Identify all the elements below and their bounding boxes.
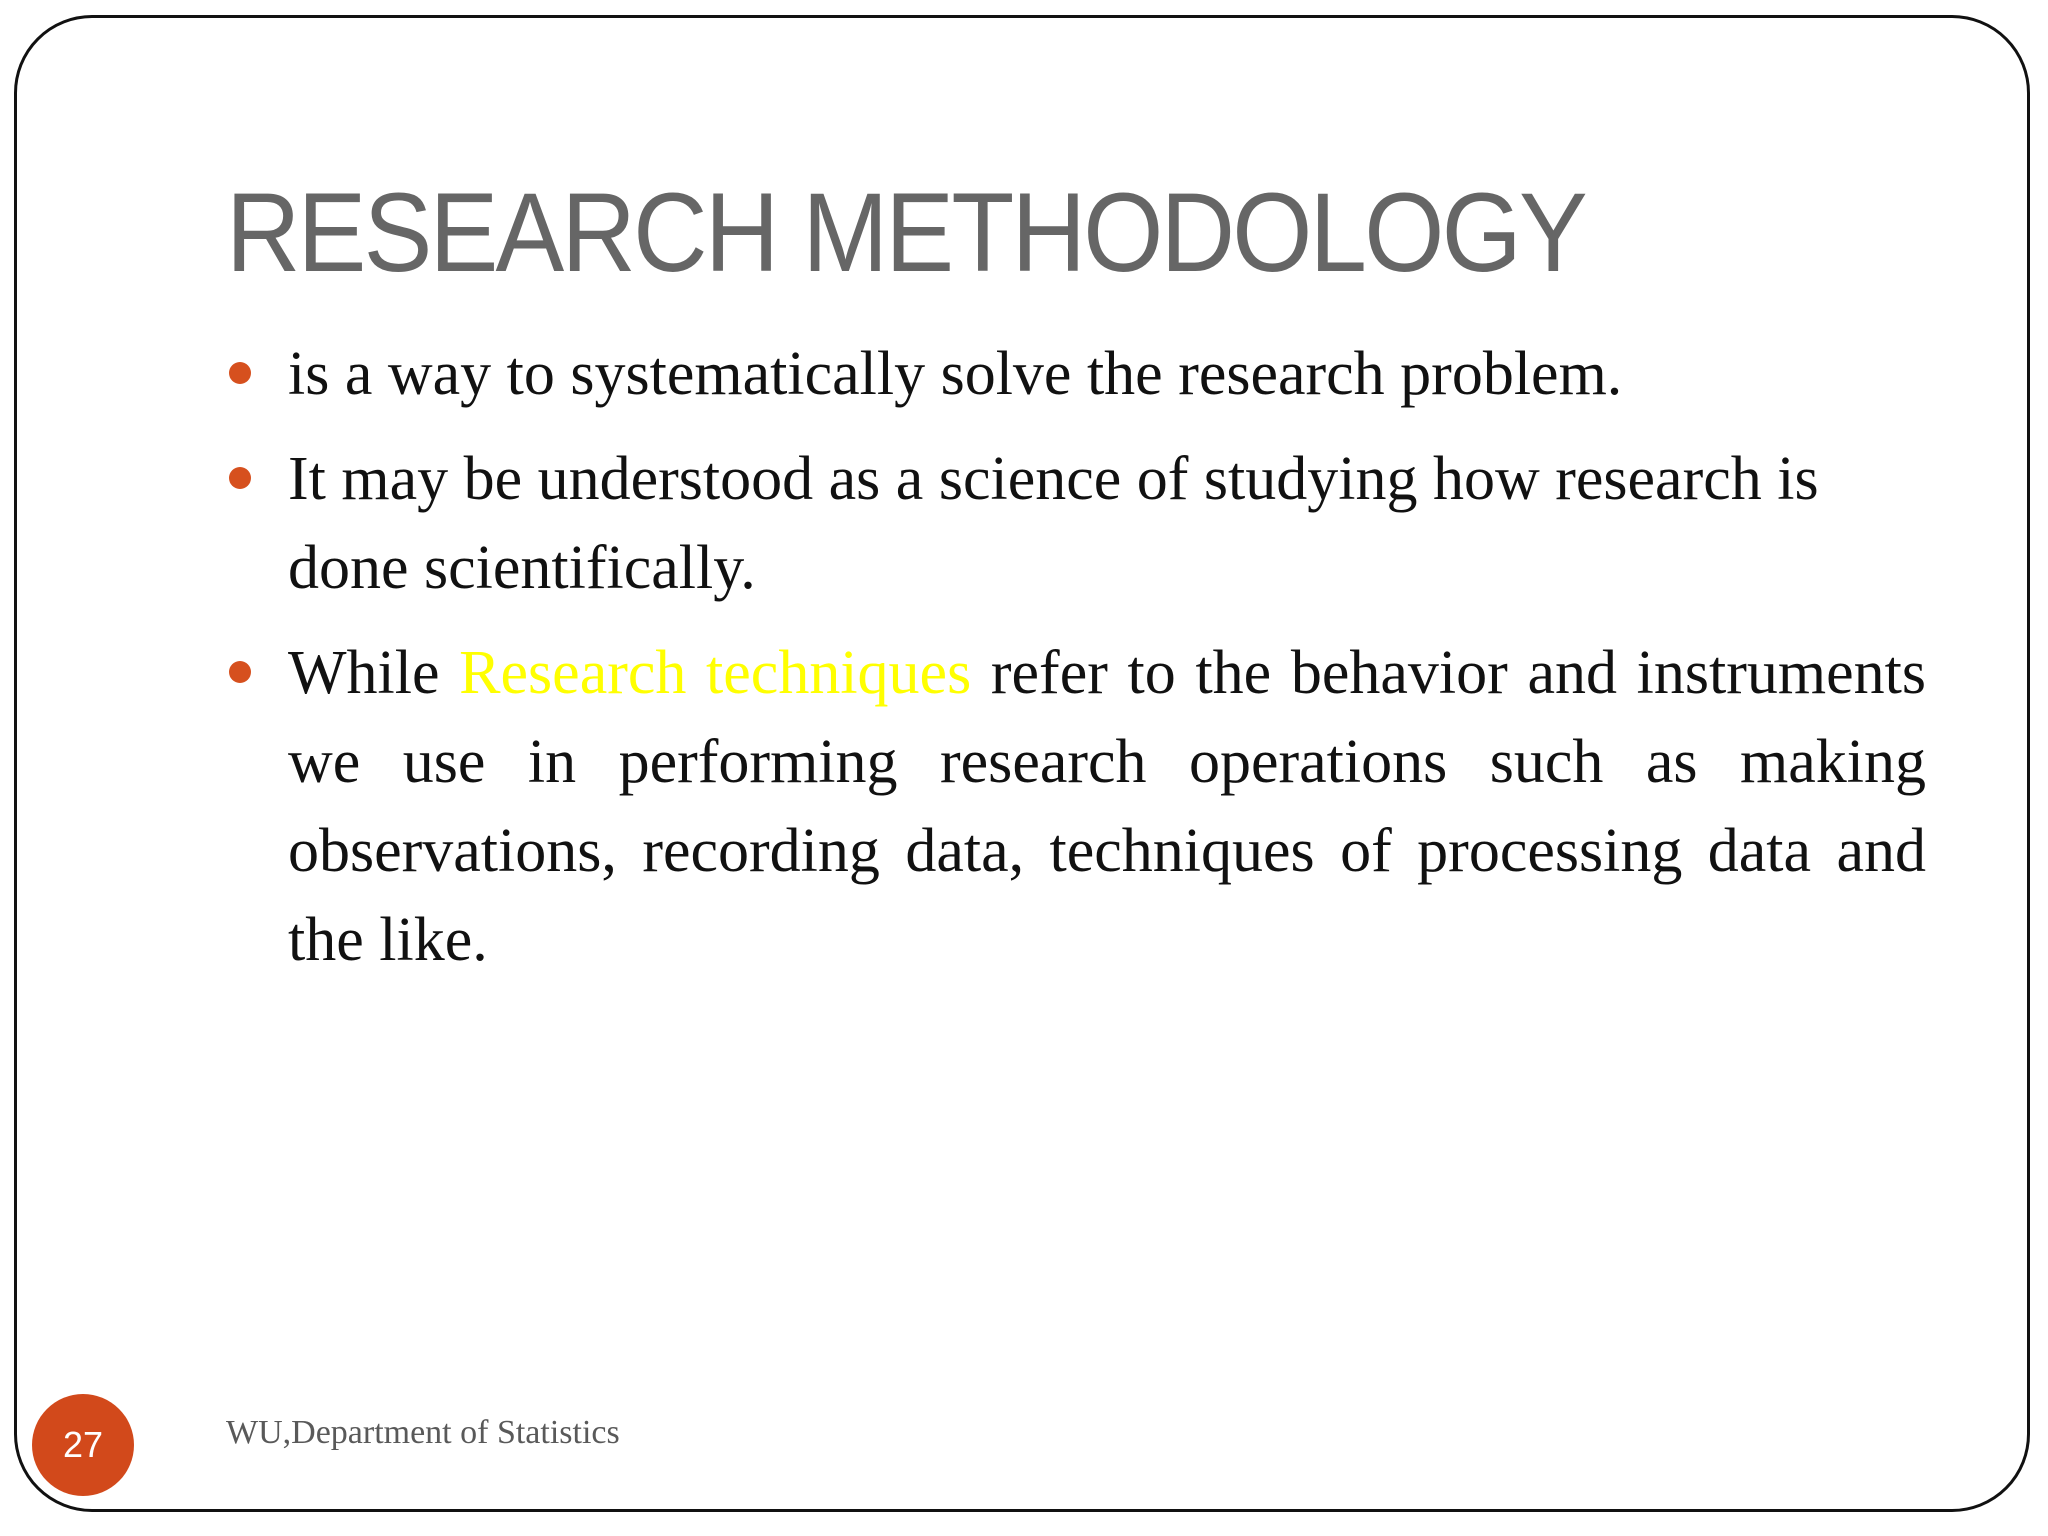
bullet-item-3 [226, 629, 1926, 985]
bullet-dot-icon [229, 661, 251, 683]
bullet-item-1 [226, 330, 1926, 419]
bullet-list [226, 330, 1926, 1001]
page-number-badge: 27 [32, 1394, 134, 1496]
bullet-item-2 [226, 435, 1926, 613]
slide-title: RESEARCH METHODOLOGY [226, 170, 1585, 295]
bullet-text-2: It may be understood as a science of studying how research is done scientifically. [288, 445, 1819, 602]
highlighted-term: Research techniques [459, 639, 972, 707]
bullet-text-3-suffix: refer to the behavior and instruments we use in performing research operations such as making observations, recording data, techniques of processing data and the like. [288, 639, 1926, 974]
bullet-text-1: is a way to systematically solve the research problem. [288, 340, 1623, 408]
footer-text: WU,Department of Statistics [226, 1414, 620, 1451]
bullet-text-3-prefix: While [288, 639, 460, 707]
bullet-dot-icon [229, 467, 251, 489]
bullet-dot-icon [229, 362, 251, 384]
